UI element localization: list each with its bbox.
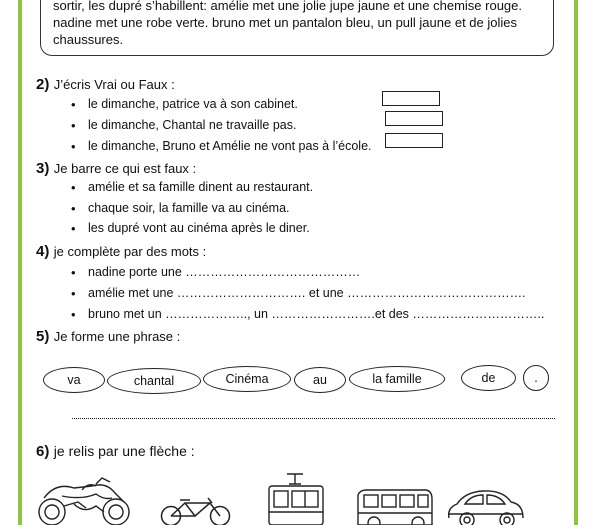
word-oval-au[interactable]: au xyxy=(294,367,346,393)
word-oval-va[interactable]: va xyxy=(43,367,105,393)
question-3-text: Je barre ce qui est faux : xyxy=(53,161,197,176)
q4-item-1: • nadine porte une …………………………………… xyxy=(88,265,360,279)
true-false-box-1[interactable] xyxy=(382,91,440,106)
question-5-text: Je forme une phrase : xyxy=(53,329,181,344)
reading-text-box xyxy=(40,0,554,56)
q2-item-1: • le dimanche, patrice va à son cabinet. xyxy=(88,97,298,111)
word-oval-de[interactable]: de xyxy=(461,365,516,391)
question-6-number: 6) xyxy=(36,443,50,460)
q4-item-3: • bruno met un ……………….., un …………………….et des ………………………….. xyxy=(88,307,544,321)
true-false-box-2[interactable] xyxy=(385,111,443,126)
question-3-heading xyxy=(36,160,196,178)
reading-line-1: sortir, les dupré s’habillent: amélie met une jolie jupe jaune et une chemise rouge. xyxy=(53,0,522,13)
question-3-number: 3) xyxy=(36,160,50,177)
q2-item-3: • le dimanche, Bruno et Amélie ne vont pas à l’école. xyxy=(88,139,372,153)
bus-icon xyxy=(354,489,434,525)
q3-item-1: • amélie et sa famille dinent au restaurant. xyxy=(88,180,313,194)
question-2-number: 2) xyxy=(36,76,50,93)
question-2-text: J’écris Vrai ou Faux : xyxy=(53,77,175,92)
reading-line-3: chaussures. xyxy=(53,32,124,47)
word-oval-chantal[interactable]: chantal xyxy=(107,368,201,394)
bicycle-icon xyxy=(158,498,233,525)
question-5-heading xyxy=(36,328,180,346)
q4-item-2: • amélie met une …………………………. et une ……………………………………. xyxy=(88,286,526,300)
q3-item-3: • les dupré vont au cinéma après le diner. xyxy=(88,221,310,235)
q2-item-2: • le dimanche, Chantal ne travaille pas. xyxy=(88,118,296,132)
page-border-right xyxy=(574,0,578,525)
tram-icon xyxy=(265,474,327,525)
word-oval-la-famille[interactable]: la famille xyxy=(349,366,445,392)
question-4-number: 4) xyxy=(36,243,50,260)
question-4-heading xyxy=(36,243,206,261)
motorcycle-icon xyxy=(34,478,134,525)
car-icon xyxy=(445,488,525,525)
q3-item-2: • chaque soir, la famille va au cinéma. xyxy=(88,201,290,215)
page-border-left xyxy=(18,0,22,525)
true-false-box-3[interactable] xyxy=(385,133,443,148)
word-oval-period[interactable]: . xyxy=(523,365,549,391)
reading-line-2: nadine met une robe verte. bruno met un pantalon bleu, un pull jaune et de jolies xyxy=(53,15,517,30)
question-5-number: 5) xyxy=(36,328,50,345)
word-oval-cinema[interactable]: Cinéma xyxy=(203,366,291,392)
question-4-text: je complète par des mots : xyxy=(53,244,207,259)
question-6-heading xyxy=(36,443,195,461)
sentence-answer-line[interactable] xyxy=(72,418,555,419)
question-6-text: je relis par une flèche : xyxy=(53,443,195,459)
question-2-heading xyxy=(36,76,175,94)
